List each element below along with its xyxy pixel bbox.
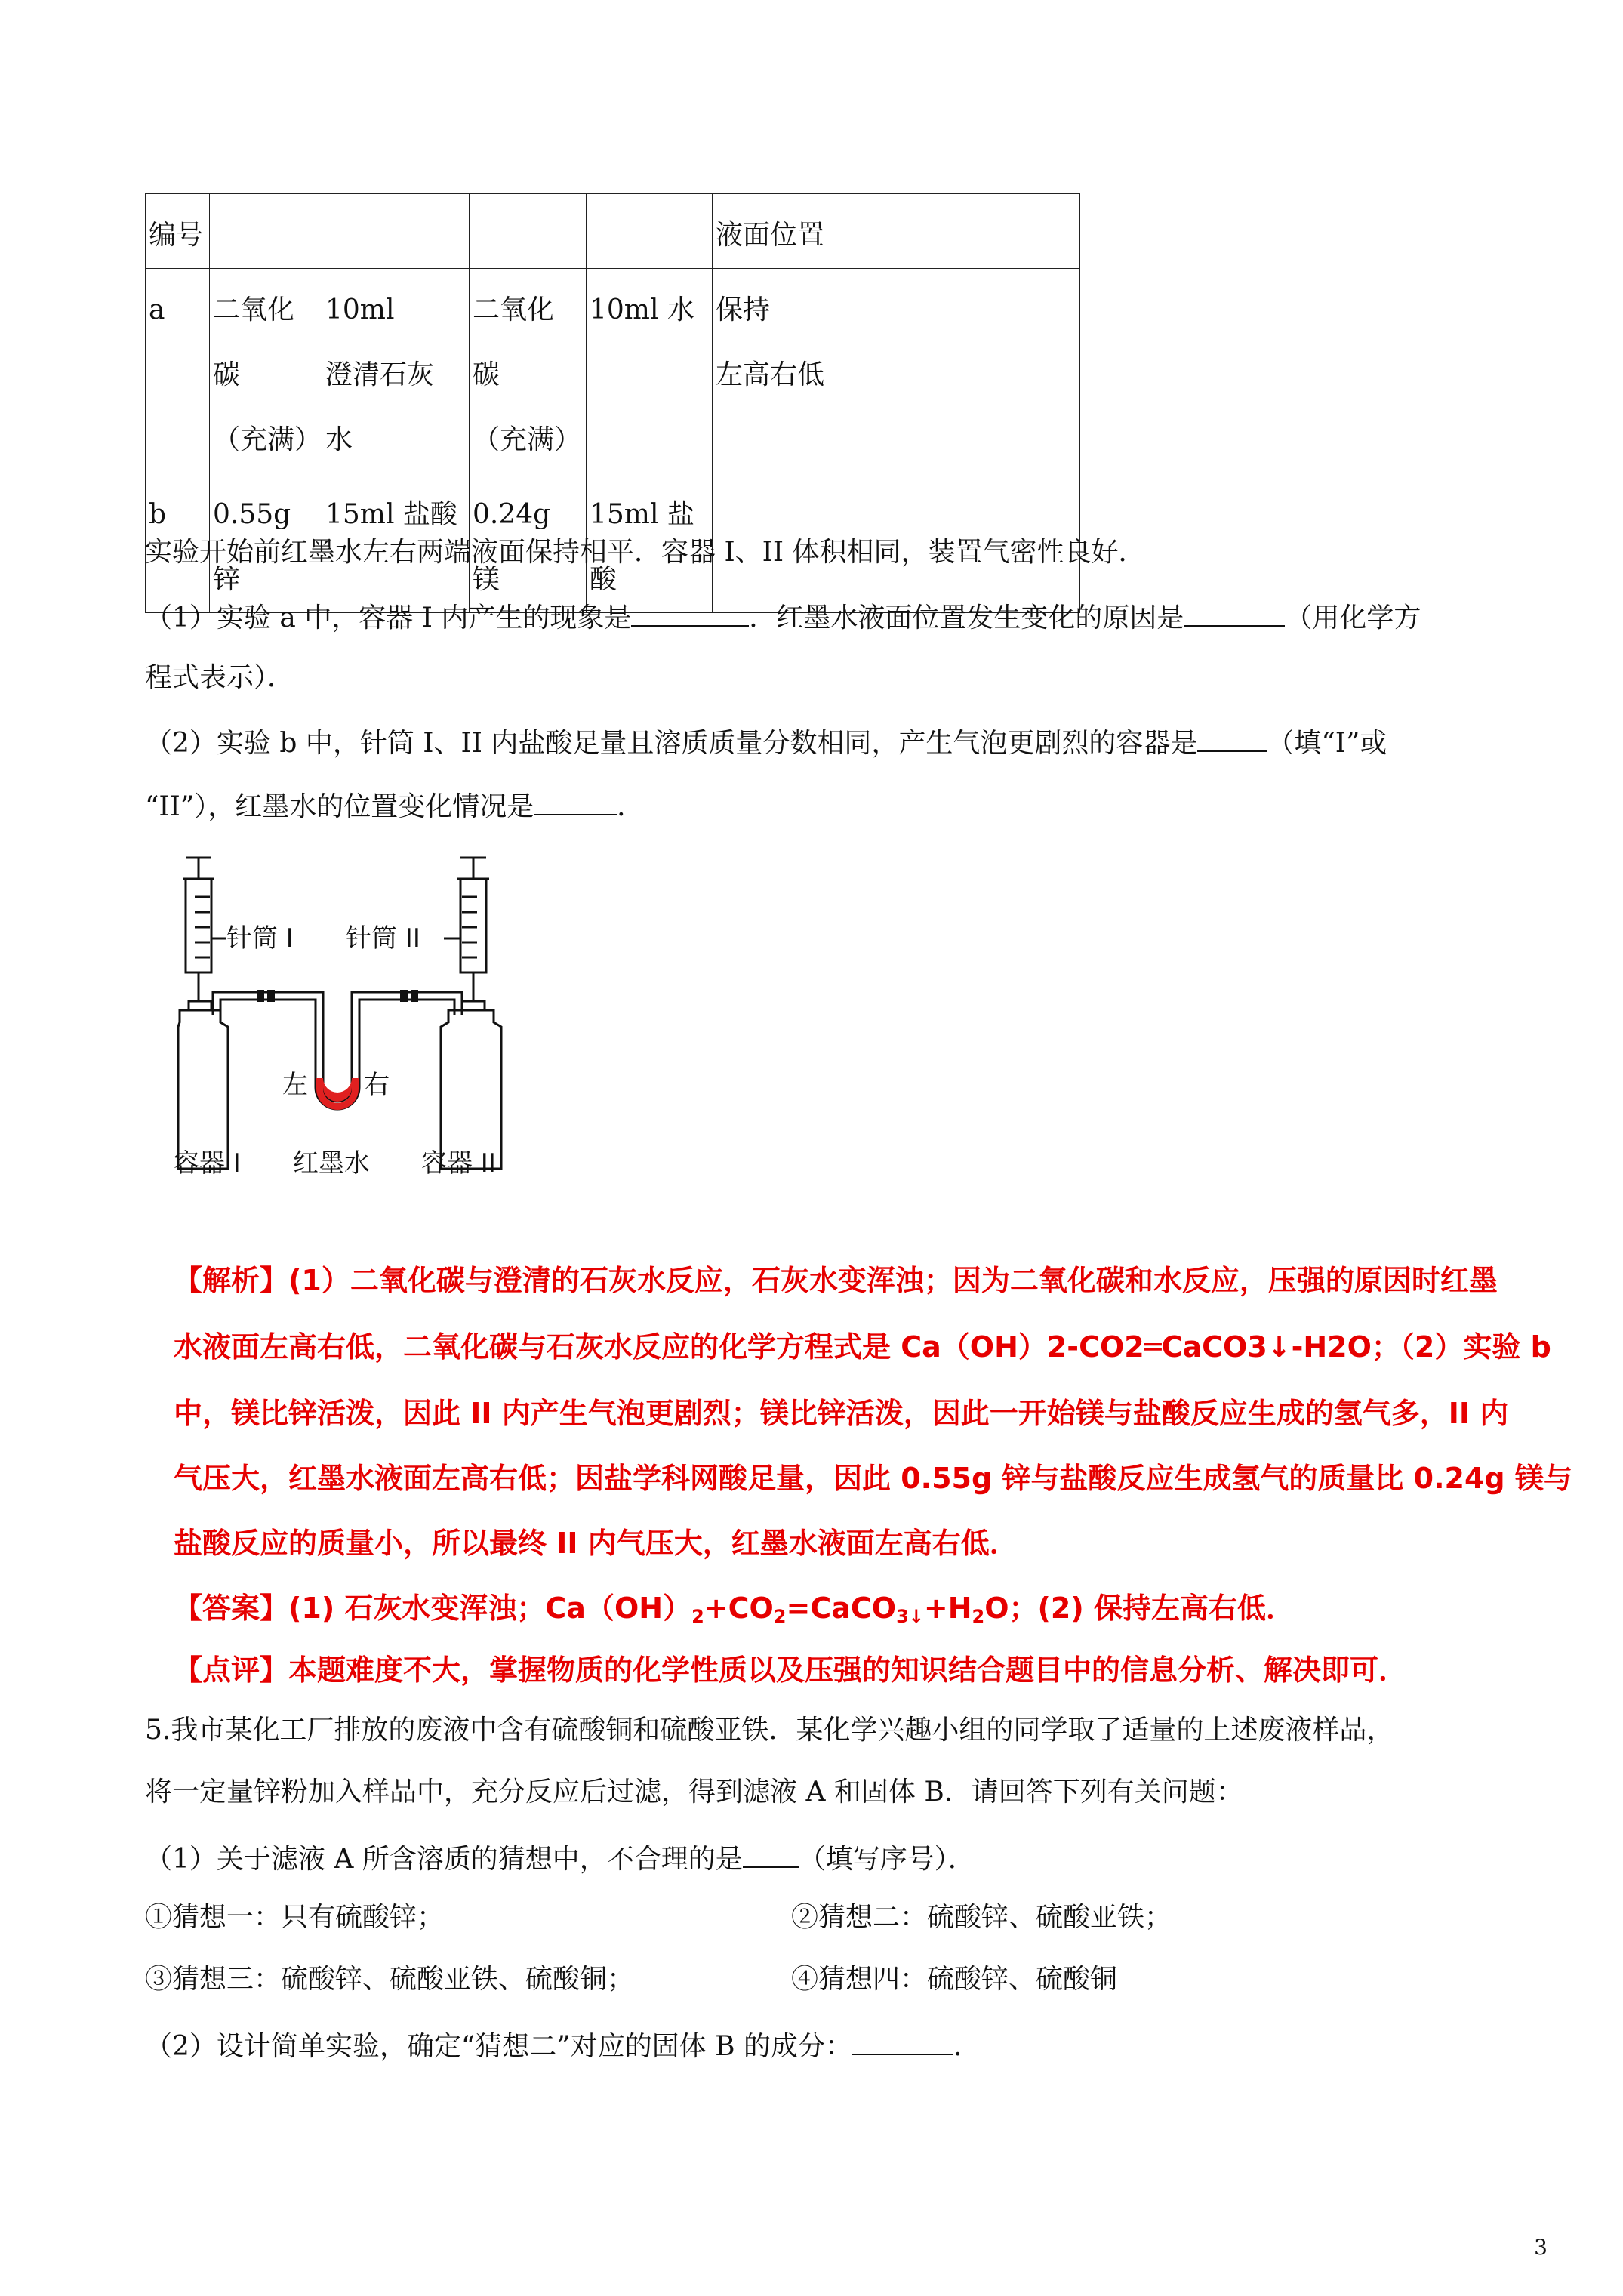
table-cell: 15ml 盐酸 bbox=[587, 473, 713, 613]
container-2-label: 容器 II bbox=[421, 1148, 496, 1179]
analysis-line-3: 中，镁比锌活泼，因此 II 内产生气泡更剧烈；镁比锌活泼，因此一开始镁与盐酸反应生成的氢气多，II 内 bbox=[174, 1397, 1509, 1430]
option-1: ①猜想一：只有硫酸锌； bbox=[145, 1902, 445, 1933]
question-5-sub-2: （2）设计简单实验，确定“猜想二”对应的固体 B 的成分： ． bbox=[145, 2028, 981, 2062]
table-cell: 液面位置 bbox=[713, 194, 1080, 269]
question-5-line-2: 将一定量锌粉加入样品中，充分反应后过滤，得到滤液 A 和固体 B．请回答下列有关问题： bbox=[145, 1777, 1243, 1808]
analysis-tag: 【解析】 bbox=[174, 1264, 289, 1297]
answer-line: 【答案】(1) 石灰水变浑浊；$Ca(OH)_2+CO_2=CaCO_{3↓}+H_2O$；(2) 保持左高右低． bbox=[174, 1592, 1295, 1627]
table-cell: b bbox=[146, 473, 210, 613]
red-ink-label: 红墨水 bbox=[293, 1148, 370, 1179]
analysis-line-1: 【解析】(1）二氧化碳与澄清的石灰水反应，石灰水变浑浊；因为二氧化碳和水反应，压强的原因时红墨 bbox=[174, 1264, 1498, 1297]
intro-text: 实验开始前红墨水左右两端液面保持相平．容器 I、II 体积相同，装置气密性良好． bbox=[145, 537, 1146, 568]
option-2: ②猜想二：硫酸锌、硫酸亚铁； bbox=[791, 1902, 1172, 1933]
answer-tag: 【答案】 bbox=[174, 1592, 289, 1625]
analysis-line-5: 盐酸反应的质量小，所以最终 II 内气压大，红墨水液面左高右低． bbox=[174, 1527, 1018, 1560]
table-cell: 编号 bbox=[146, 194, 210, 269]
option-3: ③猜想三：硫酸锌、硫酸亚铁、硫酸铜； bbox=[145, 1964, 635, 1995]
answer-blank[interactable] bbox=[852, 2028, 953, 2055]
answer-blank[interactable] bbox=[1197, 725, 1267, 752]
question-1-cont: 程式表示）． bbox=[145, 662, 295, 693]
answer-blank[interactable] bbox=[743, 1841, 799, 1868]
answer-blank[interactable] bbox=[631, 599, 749, 627]
option-4: ④猜想四：硫酸锌、硫酸铜 bbox=[791, 1964, 1118, 1995]
apparatus-figure bbox=[172, 852, 527, 1184]
review-tag: 【点评】 bbox=[174, 1653, 289, 1687]
container-1-label: 容器 I bbox=[174, 1148, 241, 1179]
analysis-line-2: 水液面左高右低，二氧化碳与石灰水反应的化学方程式是 Ca（OH）2-CO2═CaCO3↓-H2O；（2）实验 b bbox=[174, 1330, 1551, 1364]
review-line: 【点评】本题难度不大，掌握物质的化学性质以及压强的知识结合题目中的信息分析、解决即可． bbox=[174, 1653, 1408, 1687]
table-cell bbox=[470, 194, 587, 269]
question-1: （1）实验 a 中，容器 I 内产生的现象是 ．红墨水液面位置发生变化的原因是 （用化学方 bbox=[145, 599, 1421, 633]
table-cell bbox=[210, 194, 322, 269]
question-2-cont: “II”），红墨水的位置变化情况是 ． bbox=[145, 788, 644, 822]
table-cell: 10ml 澄清石灰 水 bbox=[322, 269, 470, 473]
syringe-2-label: 针筒 II bbox=[346, 923, 420, 954]
question-5-sub-1: （1）关于滤液 A 所含溶质的猜想中，不合理的是 （填写序号）． bbox=[145, 1841, 975, 1875]
table-cell: 10ml 水 bbox=[587, 269, 713, 473]
page-number: 3 bbox=[1534, 2235, 1548, 2260]
table-cell: 二氧化 碳 （充满） bbox=[470, 269, 587, 473]
table-cell bbox=[322, 194, 470, 269]
answer-blank[interactable] bbox=[534, 788, 617, 815]
table-cell: 保持 左高右低 bbox=[713, 269, 1080, 473]
table-cell: 二氧化 碳 （充满） bbox=[210, 269, 322, 473]
right-label: 右 bbox=[364, 1070, 390, 1100]
answer-blank[interactable] bbox=[1184, 599, 1285, 627]
table-cell: a bbox=[146, 269, 210, 473]
table-cell: 0.24g 镁 bbox=[470, 473, 587, 613]
table-cell: 15ml 盐酸 bbox=[322, 473, 470, 613]
syringe-1-label: 针筒 I bbox=[226, 923, 294, 954]
table-cell bbox=[587, 194, 713, 269]
question-5-line-1: 5.我市某化工厂排放的废液中含有硫酸铜和硫酸亚铁．某化学兴趣小组的同学取了适量的上述废液样品， bbox=[145, 1715, 1394, 1746]
table-row bbox=[146, 269, 1080, 473]
table-cell: 0.55g 锌 bbox=[210, 473, 322, 613]
table-header-row bbox=[146, 194, 1080, 269]
left-label: 左 bbox=[282, 1070, 308, 1100]
question-2: （2）实验 b 中，针筒 I、II 内盐酸足量且溶质质量分数相同，产生气泡更剧烈的容器是 （填“I”或 bbox=[145, 725, 1387, 759]
analysis-line-4: 气压大，红墨水液面左高右低；因盐学科网酸足量，因此 0.55g 锌与盐酸反应生成氢气的质量比 0.24g 镁与 bbox=[174, 1462, 1572, 1495]
